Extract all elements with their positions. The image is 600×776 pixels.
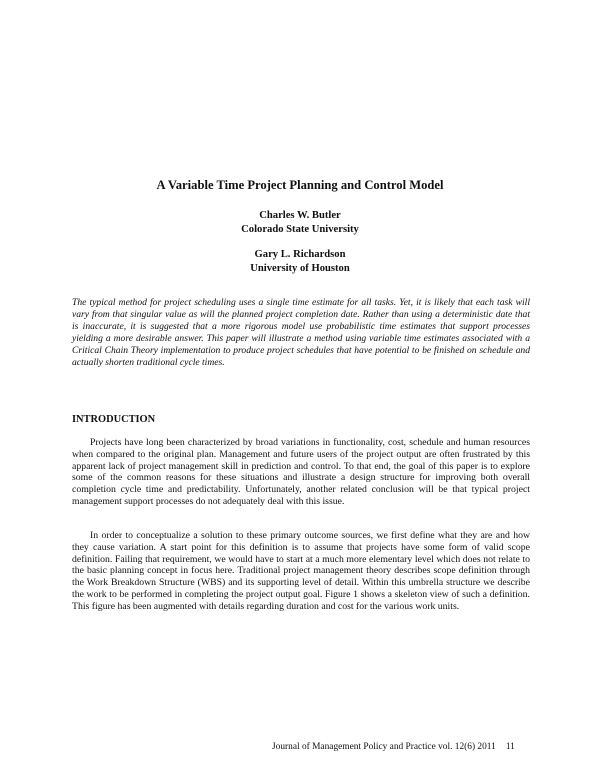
paper-title: A Variable Time Project Planning and Control Model bbox=[156, 178, 444, 192]
section-heading: INTRODUCTION bbox=[72, 414, 156, 425]
body-paragraph: In order to conceptualize a solution to these primary outcome sources, we first define what they are and how they cause variation. A start point for this definition is to assume that projects have some form of valid scope definition. Failing that requirement, we would have to start at a much more elementary level which does not relate to the basic planning concept in focus here. Traditional project management theory describes scope definition through the Work Breakdown Structure (WBS) and its supporting level of detail. Within this umbrella structure we describe the work to be performed in completing the project output goal. Figure 1 shows a skeleton view of such a definition. This figure has been augmented with details regarding duration and cost for the various work units. bbox=[72, 530, 530, 612]
author-name: Charles W. Butler bbox=[259, 210, 341, 221]
body-paragraph: Projects have long been characterized by broad variations in functionality, cost, schedule and human resources when compared to the original plan. Management and future users of the project output are often frustrated by this apparent lack of project management skill in prediction and control. To that end, the goal of this paper is to explore some of the common reasons for these situations and illustrate a design structure for improving both overall completion cycle time and predictability. Unfortunately, another related conclusion will be that typical project management support processes do not adequately deal with this issue. bbox=[72, 437, 530, 507]
author-affiliation: University of Houston bbox=[250, 263, 350, 274]
abstract: The typical method for project scheduling uses a single time estimate for all tasks. Yet, it is likely that each task will vary from that singular value as will the planned project completion date. Rather than using a deterministic date that is inaccurate, it is suggested that a more rigorous model use probabilistic time estimates that support processes yielding a more desirable answer. This paper will illustrate a method using variable time estimates associated with a Critical Chain Theory implementation to produce project schedules that have potential to be finished on schedule and actually shorten traditional cycle times. bbox=[72, 297, 530, 368]
author-block-1 bbox=[60, 209, 540, 237]
journal-citation: Journal of Management Policy and Practice vol. 12(6) 2011 bbox=[272, 742, 496, 752]
author-name: Gary L. Richardson bbox=[254, 249, 346, 260]
author-block-2 bbox=[60, 248, 540, 276]
page-number: 11 bbox=[505, 742, 515, 752]
page-footer bbox=[272, 742, 515, 752]
author-affiliation: Colorado State University bbox=[241, 224, 359, 235]
